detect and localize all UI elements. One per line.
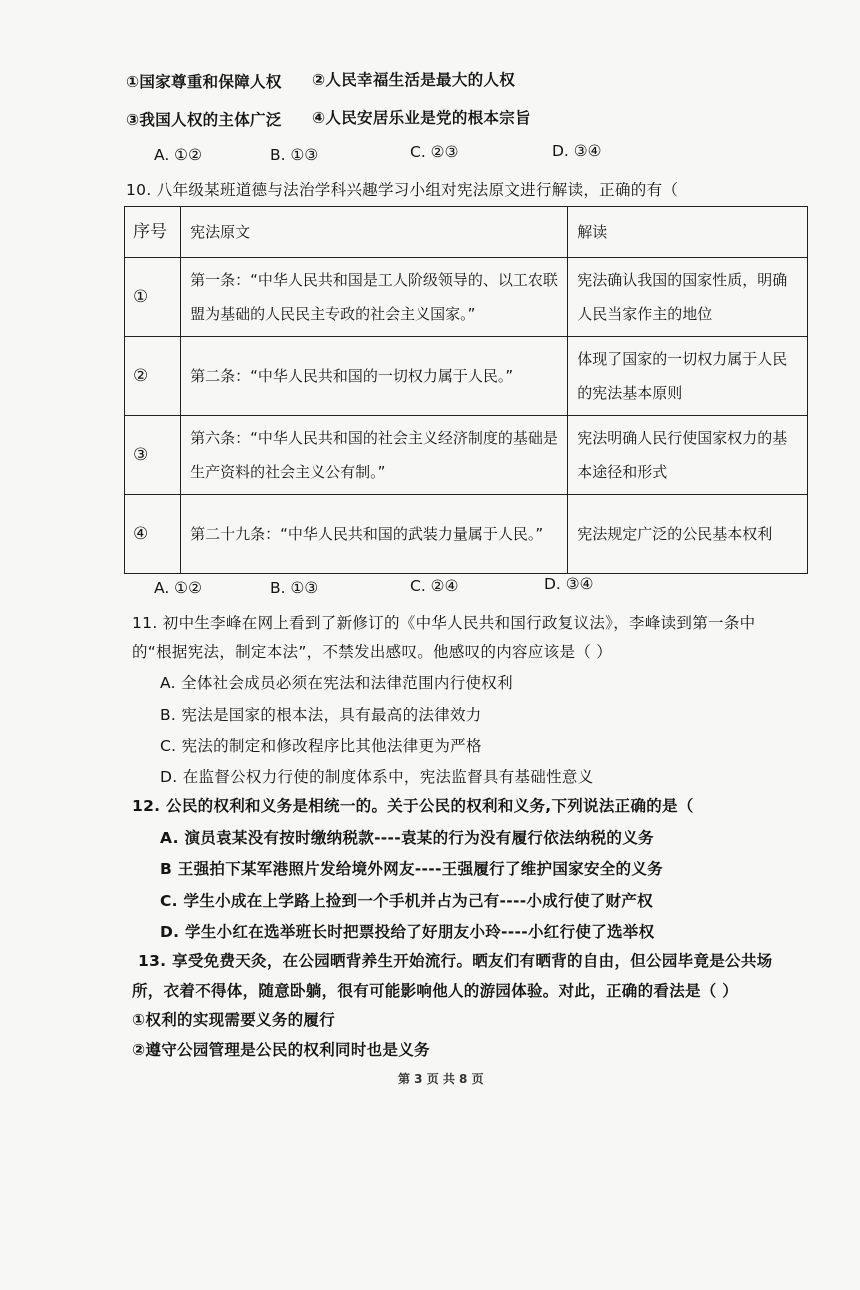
q12-option-a: A. 演员袁某没有按时缴纳税款----袁某的行为没有履行依法纳税的义务 bbox=[160, 829, 654, 847]
q10-option-c: C. ②④ bbox=[410, 577, 459, 595]
q13-stem-line-2: 所，衣着不得体，随意卧躺，很有可能影响他人的游园体验。对此，正确的看法是（ ） bbox=[132, 982, 739, 1000]
row-number: ③ bbox=[125, 416, 181, 495]
q10-option-d: D. ③④ bbox=[544, 575, 594, 593]
row-interpretation: 体现了国家的一切权力属于人民的宪法基本原则 bbox=[568, 337, 808, 416]
q9-option-b: B. ①③ bbox=[270, 146, 319, 164]
row-interpretation: 宪法明确人民行使国家权力的基本途径和形式 bbox=[568, 416, 808, 495]
q9-statement-4: ④人民安居乐业是党的根本宗旨 bbox=[312, 109, 531, 127]
q9-option-d: D. ③④ bbox=[552, 142, 602, 160]
q12-option-c: C. 学生小成在上学路上捡到一个手机并占为己有----小成行使了财产权 bbox=[160, 892, 653, 910]
page-footer: 第 3 页 共 8 页 bbox=[398, 1072, 484, 1086]
row-interpretation: 宪法规定广泛的公民基本权利 bbox=[568, 495, 808, 574]
header-original-text: 宪法原文 bbox=[181, 207, 568, 258]
q11-option-a: A. 全体社会成员必须在宪法和法律范围内行使权利 bbox=[160, 674, 513, 692]
q11-stem-line-1: 11. 初中生李峰在网上看到了新修订的《中华人民共和国行政复议法》，李峰读到第一条中 bbox=[132, 614, 756, 632]
q13-stem-line-1: 13. 享受免费天灸，在公园晒背养生开始流行。晒友们有晒背的自由，但公园毕竟是公共场 bbox=[138, 952, 773, 970]
table-row bbox=[125, 416, 808, 495]
q11-option-d: D. 在监督公权力行使的制度体系中，宪法监督具有基础性意义 bbox=[160, 768, 594, 786]
q9-option-c: C. ②③ bbox=[410, 143, 459, 161]
table-row bbox=[125, 258, 808, 337]
row-original-text: 第二十九条：“中华人民共和国的武装力量属于人民。” bbox=[181, 495, 568, 574]
q12-option-b: B 王强拍下某军港照片发给境外网友----王强履行了维护国家安全的义务 bbox=[160, 860, 663, 878]
q9-statement-3: ③我国人权的主体广泛 bbox=[126, 111, 282, 129]
row-original-text: 第六条：“中华人民共和国的社会主义经济制度的基础是生产资料的社会主义公有制。” bbox=[181, 416, 568, 495]
q12-stem: 12. 公民的权利和义务是相统一的。关于公民的权利和义务,下列说法正确的是（ bbox=[132, 797, 694, 815]
q10-option-a: A. ①② bbox=[154, 579, 202, 597]
header-interpretation: 解读 bbox=[568, 207, 808, 258]
row-number: ① bbox=[125, 258, 181, 337]
table-row bbox=[125, 337, 808, 416]
q10-option-b: B. ①③ bbox=[270, 579, 319, 597]
q13-statement-1: ①权利的实现需要义务的履行 bbox=[132, 1011, 336, 1029]
table-header-row bbox=[125, 207, 808, 258]
row-number: ② bbox=[125, 337, 181, 416]
q9-statement-2: ②人民幸福生活是最大的人权 bbox=[312, 71, 516, 89]
q9-option-a: A. ①② bbox=[154, 146, 202, 164]
row-original-text: 第一条：“中华人民共和国是工人阶级领导的、以工农联盟为基础的人民民主专政的社会主义国家。” bbox=[181, 258, 568, 337]
row-number: ④ bbox=[125, 495, 181, 574]
q11-option-c: C. 宪法的制定和修改程序比其他法律更为严格 bbox=[160, 737, 482, 755]
table-row bbox=[125, 495, 808, 574]
q13-statement-2: ②遵守公园管理是公民的权利同时也是义务 bbox=[132, 1041, 430, 1059]
q11-option-b: B. 宪法是国家的根本法，具有最高的法律效力 bbox=[160, 706, 482, 724]
constitution-table bbox=[124, 206, 808, 574]
q10-stem: 10. 八年级某班道德与法治学科兴趣学习小组对宪法原文进行解读，正确的有（ bbox=[126, 181, 679, 199]
header-number: 序号 bbox=[125, 207, 181, 258]
q11-stem-line-2: 的“根据宪法，制定本法”，不禁发出感叹。他感叹的内容应该是（ ） bbox=[132, 643, 613, 661]
q12-option-d: D. 学生小红在选举班长时把票投给了好朋友小玲----小红行使了选举权 bbox=[160, 923, 655, 941]
q9-statement-1: ①国家尊重和保障人权 bbox=[126, 73, 282, 91]
row-interpretation: 宪法确认我国的国家性质，明确人民当家作主的地位 bbox=[568, 258, 808, 337]
row-original-text: 第二条：“中华人民共和国的一切权力属于人民。” bbox=[181, 337, 568, 416]
